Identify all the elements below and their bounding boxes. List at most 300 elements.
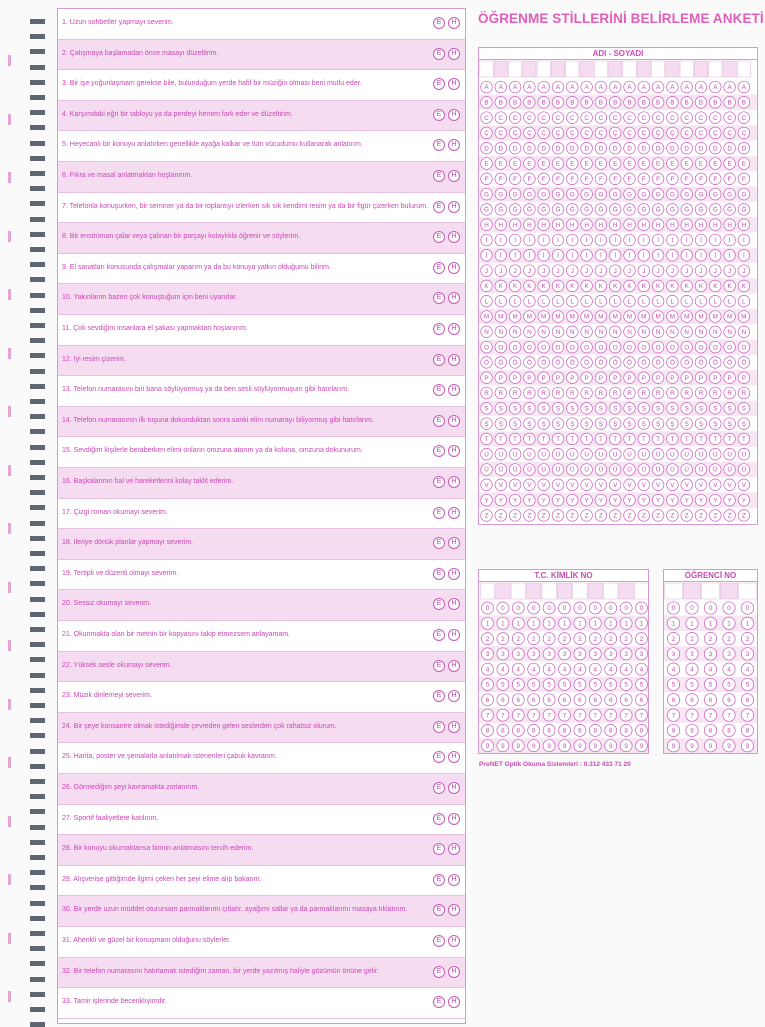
answer-bubble[interactable] xyxy=(482,679,494,691)
option-h-bubble[interactable]: H xyxy=(448,721,460,733)
option-e-bubble[interactable]: E xyxy=(433,690,445,702)
answer-bubble[interactable] xyxy=(681,464,693,476)
option-h-bubble[interactable]: H xyxy=(448,598,460,610)
answer-bubble[interactable] xyxy=(652,188,664,200)
answer-bubble[interactable] xyxy=(652,479,664,491)
answer-bubble[interactable] xyxy=(538,234,550,246)
answer-bubble[interactable] xyxy=(695,280,707,292)
answer-bubble[interactable] xyxy=(543,679,555,691)
answer-bubble[interactable] xyxy=(538,494,550,506)
answer-bubble[interactable] xyxy=(723,724,735,736)
answer-bubble[interactable] xyxy=(738,357,750,369)
answer-bubble[interactable] xyxy=(638,127,650,139)
answer-bubble[interactable] xyxy=(581,158,593,170)
answer-bubble[interactable] xyxy=(609,204,621,216)
answer-bubble[interactable] xyxy=(624,112,636,124)
answer-bubble[interactable] xyxy=(624,158,636,170)
option-h-bubble[interactable]: H xyxy=(448,751,460,763)
answer-bubble[interactable] xyxy=(595,142,607,154)
answer-bubble[interactable] xyxy=(638,81,650,93)
answer-bubble[interactable] xyxy=(638,219,650,231)
answer-bubble[interactable] xyxy=(574,724,586,736)
option-e-bubble[interactable]: E xyxy=(433,231,445,243)
answer-bubble[interactable] xyxy=(512,648,524,660)
answer-bubble[interactable] xyxy=(667,724,679,736)
answer-bubble[interactable] xyxy=(667,694,679,706)
answer-bubble[interactable] xyxy=(624,341,636,353)
answer-bubble[interactable] xyxy=(605,602,617,614)
answer-bubble[interactable] xyxy=(495,510,507,522)
answer-bubble[interactable] xyxy=(559,648,571,660)
answer-bubble[interactable] xyxy=(538,326,550,338)
answer-bubble[interactable] xyxy=(538,387,550,399)
answer-bubble[interactable] xyxy=(609,494,621,506)
answer-bubble[interactable] xyxy=(567,173,579,185)
answer-bubble[interactable] xyxy=(723,602,735,614)
entry-box[interactable] xyxy=(551,61,564,77)
answer-bubble[interactable] xyxy=(667,219,679,231)
answer-bubble[interactable] xyxy=(724,448,736,460)
answer-bubble[interactable] xyxy=(481,158,493,170)
answer-bubble[interactable] xyxy=(595,265,607,277)
answer-bubble[interactable] xyxy=(686,602,698,614)
answer-bubble[interactable] xyxy=(567,97,579,109)
answer-bubble[interactable] xyxy=(495,372,507,384)
answer-bubble[interactable] xyxy=(652,326,664,338)
answer-bubble[interactable] xyxy=(636,740,648,752)
answer-bubble[interactable] xyxy=(567,127,579,139)
answer-bubble[interactable] xyxy=(652,234,664,246)
answer-bubble[interactable] xyxy=(538,479,550,491)
answer-bubble[interactable] xyxy=(620,694,632,706)
answer-bubble[interactable] xyxy=(559,679,571,691)
answer-bubble[interactable] xyxy=(552,494,564,506)
answer-bubble[interactable] xyxy=(710,494,722,506)
answer-bubble[interactable] xyxy=(652,357,664,369)
answer-bubble[interactable] xyxy=(681,97,693,109)
answer-bubble[interactable] xyxy=(738,142,750,154)
answer-bubble[interactable] xyxy=(481,448,493,460)
answer-bubble[interactable] xyxy=(652,173,664,185)
answer-bubble[interactable] xyxy=(710,295,722,307)
answer-bubble[interactable] xyxy=(704,678,716,690)
answer-bubble[interactable] xyxy=(624,494,636,506)
answer-bubble[interactable] xyxy=(741,663,753,675)
answer-bubble[interactable] xyxy=(738,311,750,323)
answer-bubble[interactable] xyxy=(497,694,509,706)
answer-bubble[interactable] xyxy=(481,387,493,399)
answer-bubble[interactable] xyxy=(509,112,521,124)
answer-bubble[interactable] xyxy=(724,372,736,384)
answer-bubble[interactable] xyxy=(481,250,493,262)
answer-bubble[interactable] xyxy=(609,127,621,139)
answer-bubble[interactable] xyxy=(552,433,564,445)
answer-bubble[interactable] xyxy=(710,81,722,93)
answer-bubble[interactable] xyxy=(595,341,607,353)
answer-bubble[interactable] xyxy=(667,479,679,491)
answer-bubble[interactable] xyxy=(695,326,707,338)
answer-bubble[interactable] xyxy=(738,265,750,277)
answer-bubble[interactable] xyxy=(638,295,650,307)
answer-bubble[interactable] xyxy=(552,97,564,109)
answer-bubble[interactable] xyxy=(495,326,507,338)
answer-bubble[interactable] xyxy=(652,97,664,109)
answer-bubble[interactable] xyxy=(638,265,650,277)
entry-box[interactable] xyxy=(537,61,550,77)
answer-bubble[interactable] xyxy=(704,602,716,614)
answer-bubble[interactable] xyxy=(636,694,648,706)
answer-bubble[interactable] xyxy=(624,219,636,231)
answer-bubble[interactable] xyxy=(724,219,736,231)
answer-bubble[interactable] xyxy=(624,479,636,491)
answer-bubble[interactable] xyxy=(624,311,636,323)
answer-bubble[interactable] xyxy=(524,326,536,338)
answer-bubble[interactable] xyxy=(595,295,607,307)
answer-bubble[interactable] xyxy=(667,97,679,109)
answer-bubble[interactable] xyxy=(552,81,564,93)
answer-bubble[interactable] xyxy=(567,448,579,460)
answer-bubble[interactable] xyxy=(543,648,555,660)
entry-box[interactable] xyxy=(511,583,525,599)
answer-bubble[interactable] xyxy=(509,387,521,399)
answer-bubble[interactable] xyxy=(524,418,536,430)
answer-bubble[interactable] xyxy=(495,479,507,491)
answer-bubble[interactable] xyxy=(581,142,593,154)
answer-bubble[interactable] xyxy=(667,448,679,460)
answer-bubble[interactable] xyxy=(567,219,579,231)
option-h-bubble[interactable]: H xyxy=(448,415,460,427)
answer-bubble[interactable] xyxy=(652,403,664,415)
answer-bubble[interactable] xyxy=(638,188,650,200)
answer-bubble[interactable] xyxy=(552,142,564,154)
answer-bubble[interactable] xyxy=(481,97,493,109)
answer-bubble[interactable] xyxy=(724,341,736,353)
answer-bubble[interactable] xyxy=(538,311,550,323)
answer-bubble[interactable] xyxy=(605,709,617,721)
answer-bubble[interactable] xyxy=(620,709,632,721)
answer-bubble[interactable] xyxy=(724,158,736,170)
answer-bubble[interactable] xyxy=(524,158,536,170)
answer-bubble[interactable] xyxy=(581,418,593,430)
answer-bubble[interactable] xyxy=(620,648,632,660)
answer-bubble[interactable] xyxy=(524,433,536,445)
answer-bubble[interactable] xyxy=(710,204,722,216)
answer-bubble[interactable] xyxy=(609,173,621,185)
answer-bubble[interactable] xyxy=(609,250,621,262)
answer-bubble[interactable] xyxy=(738,295,750,307)
answer-bubble[interactable] xyxy=(495,387,507,399)
answer-bubble[interactable] xyxy=(574,694,586,706)
answer-bubble[interactable] xyxy=(509,81,521,93)
answer-bubble[interactable] xyxy=(581,234,593,246)
answer-bubble[interactable] xyxy=(581,265,593,277)
answer-bubble[interactable] xyxy=(552,204,564,216)
answer-bubble[interactable] xyxy=(710,418,722,430)
answer-bubble[interactable] xyxy=(567,158,579,170)
answer-bubble[interactable] xyxy=(524,295,536,307)
answer-bubble[interactable] xyxy=(738,204,750,216)
answer-bubble[interactable] xyxy=(581,372,593,384)
answer-bubble[interactable] xyxy=(667,357,679,369)
answer-bubble[interactable] xyxy=(538,357,550,369)
answer-bubble[interactable] xyxy=(638,97,650,109)
answer-bubble[interactable] xyxy=(595,127,607,139)
answer-bubble[interactable] xyxy=(543,694,555,706)
option-h-bubble[interactable]: H xyxy=(448,537,460,549)
entry-box[interactable] xyxy=(580,61,593,77)
answer-bubble[interactable] xyxy=(652,250,664,262)
answer-bubble[interactable] xyxy=(636,617,648,629)
answer-bubble[interactable] xyxy=(695,448,707,460)
answer-bubble[interactable] xyxy=(638,158,650,170)
answer-bubble[interactable] xyxy=(681,387,693,399)
answer-bubble[interactable] xyxy=(609,387,621,399)
answer-bubble[interactable] xyxy=(589,679,601,691)
answer-bubble[interactable] xyxy=(624,387,636,399)
answer-bubble[interactable] xyxy=(512,709,524,721)
answer-bubble[interactable] xyxy=(652,418,664,430)
answer-bubble[interactable] xyxy=(686,709,698,721)
answer-bubble[interactable] xyxy=(667,265,679,277)
answer-bubble[interactable] xyxy=(552,295,564,307)
answer-bubble[interactable] xyxy=(710,112,722,124)
answer-bubble[interactable] xyxy=(681,188,693,200)
answer-bubble[interactable] xyxy=(704,648,716,660)
entry-box[interactable] xyxy=(523,61,536,77)
answer-bubble[interactable] xyxy=(667,602,679,614)
answer-bubble[interactable] xyxy=(609,280,621,292)
answer-bubble[interactable] xyxy=(497,740,509,752)
answer-bubble[interactable] xyxy=(609,448,621,460)
answer-bubble[interactable] xyxy=(624,265,636,277)
answer-bubble[interactable] xyxy=(667,709,679,721)
answer-bubble[interactable] xyxy=(695,142,707,154)
answer-bubble[interactable] xyxy=(552,464,564,476)
option-e-bubble[interactable]: E xyxy=(433,904,445,916)
answer-bubble[interactable] xyxy=(538,280,550,292)
answer-bubble[interactable] xyxy=(495,234,507,246)
answer-bubble[interactable] xyxy=(738,81,750,93)
option-h-bubble[interactable]: H xyxy=(448,17,460,29)
answer-bubble[interactable] xyxy=(638,250,650,262)
option-e-bubble[interactable]: E xyxy=(433,721,445,733)
answer-bubble[interactable] xyxy=(574,663,586,675)
answer-bubble[interactable] xyxy=(589,724,601,736)
answer-bubble[interactable] xyxy=(509,265,521,277)
answer-bubble[interactable] xyxy=(509,433,521,445)
answer-bubble[interactable] xyxy=(509,341,521,353)
answer-bubble[interactable] xyxy=(609,142,621,154)
answer-bubble[interactable] xyxy=(638,479,650,491)
answer-bubble[interactable] xyxy=(567,280,579,292)
answer-bubble[interactable] xyxy=(524,97,536,109)
answer-bubble[interactable] xyxy=(567,311,579,323)
answer-bubble[interactable] xyxy=(686,694,698,706)
answer-bubble[interactable] xyxy=(724,250,736,262)
option-e-bubble[interactable]: E xyxy=(433,48,445,60)
answer-bubble[interactable] xyxy=(667,403,679,415)
answer-bubble[interactable] xyxy=(681,372,693,384)
entry-box[interactable] xyxy=(702,583,720,599)
answer-bubble[interactable] xyxy=(528,663,540,675)
option-e-bubble[interactable]: E xyxy=(433,384,445,396)
answer-bubble[interactable] xyxy=(710,479,722,491)
option-e-bubble[interactable]: E xyxy=(433,507,445,519)
answer-bubble[interactable] xyxy=(609,295,621,307)
answer-bubble[interactable] xyxy=(638,372,650,384)
answer-bubble[interactable] xyxy=(667,740,679,752)
answer-bubble[interactable] xyxy=(495,311,507,323)
entry-box[interactable] xyxy=(723,61,736,77)
answer-bubble[interactable] xyxy=(495,265,507,277)
option-e-bubble[interactable]: E xyxy=(433,935,445,947)
answer-bubble[interactable] xyxy=(681,479,693,491)
answer-bubble[interactable] xyxy=(509,326,521,338)
answer-bubble[interactable] xyxy=(495,280,507,292)
answer-bubble[interactable] xyxy=(609,158,621,170)
answer-bubble[interactable] xyxy=(567,142,579,154)
answer-bubble[interactable] xyxy=(509,97,521,109)
answer-bubble[interactable] xyxy=(497,663,509,675)
answer-bubble[interactable] xyxy=(481,112,493,124)
answer-bubble[interactable] xyxy=(559,709,571,721)
answer-bubble[interactable] xyxy=(509,204,521,216)
answer-bubble[interactable] xyxy=(552,311,564,323)
answer-bubble[interactable] xyxy=(581,403,593,415)
answer-bubble[interactable] xyxy=(543,663,555,675)
option-h-bubble[interactable]: H xyxy=(448,292,460,304)
answer-bubble[interactable] xyxy=(509,142,521,154)
answer-bubble[interactable] xyxy=(497,709,509,721)
answer-bubble[interactable] xyxy=(495,204,507,216)
answer-bubble[interactable] xyxy=(538,127,550,139)
answer-bubble[interactable] xyxy=(552,372,564,384)
answer-bubble[interactable] xyxy=(667,204,679,216)
answer-bubble[interactable] xyxy=(574,648,586,660)
answer-bubble[interactable] xyxy=(667,173,679,185)
answer-bubble[interactable] xyxy=(624,372,636,384)
answer-bubble[interactable] xyxy=(524,372,536,384)
answer-bubble[interactable] xyxy=(495,158,507,170)
answer-bubble[interactable] xyxy=(481,219,493,231)
answer-bubble[interactable] xyxy=(681,418,693,430)
answer-bubble[interactable] xyxy=(724,494,736,506)
answer-bubble[interactable] xyxy=(652,433,664,445)
answer-bubble[interactable] xyxy=(652,204,664,216)
answer-bubble[interactable] xyxy=(595,173,607,185)
answer-bubble[interactable] xyxy=(581,387,593,399)
answer-bubble[interactable] xyxy=(638,433,650,445)
option-e-bubble[interactable]: E xyxy=(433,262,445,274)
option-h-bubble[interactable]: H xyxy=(448,323,460,335)
answer-bubble[interactable] xyxy=(609,341,621,353)
entry-box[interactable] xyxy=(588,583,602,599)
answer-bubble[interactable] xyxy=(638,387,650,399)
answer-bubble[interactable] xyxy=(723,617,735,629)
answer-bubble[interactable] xyxy=(667,250,679,262)
option-e-bubble[interactable]: E xyxy=(433,139,445,151)
answer-bubble[interactable] xyxy=(512,663,524,675)
answer-bubble[interactable] xyxy=(710,97,722,109)
answer-bubble[interactable] xyxy=(638,494,650,506)
answer-bubble[interactable] xyxy=(481,234,493,246)
answer-bubble[interactable] xyxy=(524,341,536,353)
answer-bubble[interactable] xyxy=(738,403,750,415)
answer-bubble[interactable] xyxy=(581,204,593,216)
answer-bubble[interactable] xyxy=(481,280,493,292)
option-h-bubble[interactable]: H xyxy=(448,48,460,60)
answer-bubble[interactable] xyxy=(738,479,750,491)
answer-bubble[interactable] xyxy=(509,219,521,231)
option-h-bubble[interactable]: H xyxy=(448,996,460,1008)
answer-bubble[interactable] xyxy=(624,464,636,476)
answer-bubble[interactable] xyxy=(738,97,750,109)
answer-bubble[interactable] xyxy=(681,219,693,231)
answer-bubble[interactable] xyxy=(667,234,679,246)
answer-bubble[interactable] xyxy=(495,112,507,124)
answer-bubble[interactable] xyxy=(481,464,493,476)
answer-bubble[interactable] xyxy=(538,433,550,445)
answer-bubble[interactable] xyxy=(481,341,493,353)
answer-bubble[interactable] xyxy=(681,112,693,124)
answer-bubble[interactable] xyxy=(710,311,722,323)
answer-bubble[interactable] xyxy=(559,602,571,614)
answer-bubble[interactable] xyxy=(609,510,621,522)
answer-bubble[interactable] xyxy=(724,112,736,124)
answer-bubble[interactable] xyxy=(738,250,750,262)
answer-bubble[interactable] xyxy=(595,418,607,430)
answer-bubble[interactable] xyxy=(581,81,593,93)
option-e-bubble[interactable]: E xyxy=(433,568,445,580)
option-h-bubble[interactable]: H xyxy=(448,690,460,702)
answer-bubble[interactable] xyxy=(595,204,607,216)
entry-box[interactable] xyxy=(542,583,556,599)
answer-bubble[interactable] xyxy=(724,387,736,399)
answer-bubble[interactable] xyxy=(695,158,707,170)
answer-bubble[interactable] xyxy=(581,219,593,231)
entry-box[interactable] xyxy=(680,61,693,77)
answer-bubble[interactable] xyxy=(567,387,579,399)
answer-bubble[interactable] xyxy=(509,510,521,522)
option-e-bubble[interactable]: E xyxy=(433,598,445,610)
answer-bubble[interactable] xyxy=(620,633,632,645)
answer-bubble[interactable] xyxy=(741,709,753,721)
answer-bubble[interactable] xyxy=(538,295,550,307)
option-e-bubble[interactable]: E xyxy=(433,415,445,427)
answer-bubble[interactable] xyxy=(509,127,521,139)
answer-bubble[interactable] xyxy=(741,740,753,752)
answer-bubble[interactable] xyxy=(609,188,621,200)
answer-bubble[interactable] xyxy=(638,173,650,185)
answer-bubble[interactable] xyxy=(710,142,722,154)
answer-bubble[interactable] xyxy=(609,464,621,476)
answer-bubble[interactable] xyxy=(710,357,722,369)
answer-bubble[interactable] xyxy=(589,663,601,675)
answer-bubble[interactable] xyxy=(710,403,722,415)
answer-bubble[interactable] xyxy=(589,740,601,752)
answer-bubble[interactable] xyxy=(609,479,621,491)
answer-bubble[interactable] xyxy=(723,694,735,706)
answer-bubble[interactable] xyxy=(624,418,636,430)
entry-box[interactable] xyxy=(604,583,618,599)
answer-bubble[interactable] xyxy=(595,357,607,369)
answer-bubble[interactable] xyxy=(724,173,736,185)
answer-bubble[interactable] xyxy=(724,326,736,338)
answer-bubble[interactable] xyxy=(605,679,617,691)
answer-bubble[interactable] xyxy=(710,464,722,476)
answer-bubble[interactable] xyxy=(589,633,601,645)
answer-bubble[interactable] xyxy=(481,510,493,522)
